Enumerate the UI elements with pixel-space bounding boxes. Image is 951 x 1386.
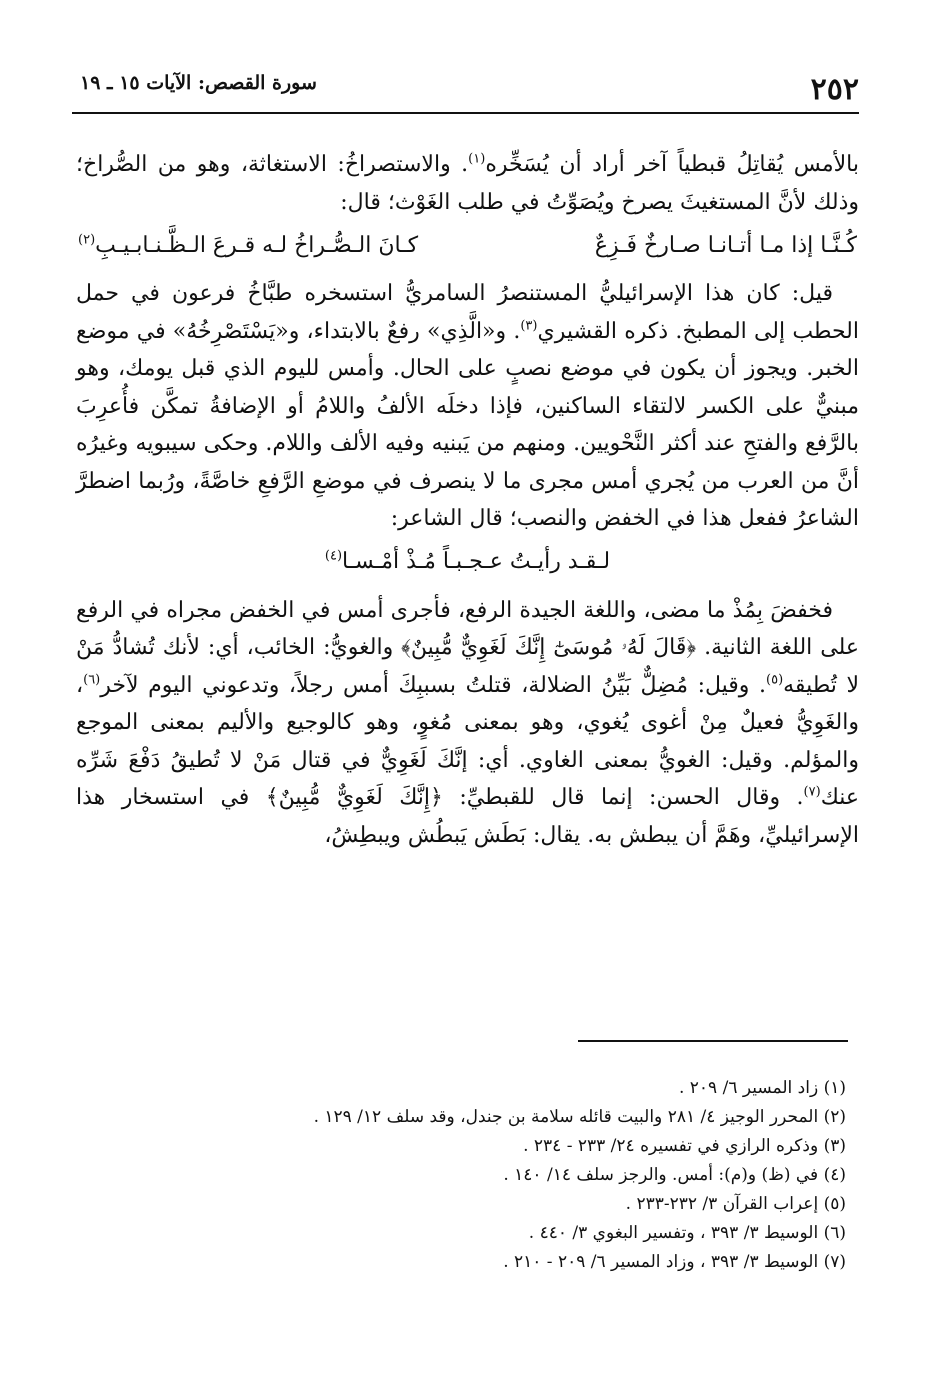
footnote: (١) زاد المسير ٦/ ٢٠٩ . <box>678 1078 846 1098</box>
paragraph-1-text: بالأمس يُقاتِلُ قبطياً آخر أراد أن يُسَخِّره <box>485 152 859 177</box>
footnote-ref-1: (١) <box>468 151 486 167</box>
footnote: (٦) الوسيط ٣/ ٣٩٣ ، وتفسير البغوي ٣/ ٤٤٠ . <box>528 1223 846 1243</box>
paragraph-3 <box>76 592 859 855</box>
running-title: سورة القصص: الآيات ١٥ ـ ١٩ <box>80 72 317 94</box>
paragraph-3-text-d: . وقال الحسن: إنما قال للقبطيِّ: ﴿إِنَّكَ لَغَوِيٌّ مُّبِينٌ﴾ في استسخار هذا الإسرائيليِّ، وهَمَّ أن يبطش به. يقال: بَطَش يَبطُش ويبطِشُ، <box>76 785 859 848</box>
footnote: (٥) إعراب القرآن ٣/ ٢٣٢-٢٣٣ . <box>625 1194 846 1214</box>
footnote: (٧) الوسيط ٣/ ٣٩٣ ، وزاد المسير ٦/ ٢٠٩ - ٢١٠ . <box>503 1252 846 1272</box>
main-text <box>76 146 859 854</box>
paragraph-1 <box>76 146 859 221</box>
verse-1-second-text: كـانَ الـصُّـراخُ لـه قـرعَ الـظَّـنـابـيـبِ <box>95 233 419 258</box>
paragraph-3-text-b: . وقيل: مُضِلٌّ بَيِّنُ الضلالة، قتلتُ بسببِكَ أمس رجلاً، وتدعوني اليوم لآخر <box>100 672 766 698</box>
paragraph-2-text: قيل: كان هذا الإسرائيليُّ المستنصرُ السامريُّ استسخره طبَّاخُ فرعون في حمل الحطب إلى المطبخ. ذكره القشيري <box>76 281 859 344</box>
footnote-ref-6: (٦) <box>83 672 101 688</box>
paragraph-1-text-b: . والاستصراخُ: الاستغاثة، وهو من الصُّراخ؛ وذلك لأنَّ المستغيثَ يصرخ ويُصَوِّتُ في طلب الغَوْث؛ قال: <box>76 152 859 215</box>
footnote-ref-3: (٣) <box>520 318 538 334</box>
verse-1-first-hemistich: كُـنَّـا إذا مـا أتـانـا صـارخٌ فَـزِعٌ <box>594 233 857 258</box>
footnote-ref-5: (٥) <box>766 672 784 688</box>
footnote: (٢) المحرر الوجيز ٤/ ٢٨١ والبيت قائله سلامة بن جندل، وقد سلف ١٢/ ١٢٩ . <box>313 1107 846 1127</box>
paragraph-3-text-c: ، والغَوِيُّ فعيلٌ مِنْ أغوى يُغوي، وهو بمعنى مُغوٍ، وهو كالوجيع والأليم بمعنى الموجع والمؤلم. وقيل: الغويُّ بمعنى الغاوي. أي: إنَّكَ لَغَوِيٌّ في قتال مَنْ لا تُطيقُ دَفْعَ شَرِّه عنك <box>76 672 859 810</box>
poetry-verse-2 <box>76 538 859 592</box>
page-number: ٢٥٢ <box>810 72 859 107</box>
footnote-ref-7: (٧) <box>803 784 821 800</box>
verse-1-second-hemistich <box>78 221 418 275</box>
footnote-separator <box>578 1040 848 1042</box>
footnote-ref-4: (٤) <box>324 548 343 564</box>
footnote: (٤) في (ظ) و(م): أمس. والرجز سلف ١٤/ ١٤٠ . <box>503 1165 846 1185</box>
poetry-verse-1 <box>76 221 859 275</box>
header-rule <box>72 112 859 114</box>
verse-2-text: لـقـد رأيـتُ عـجـبـاً مُـذْ أمْـسـا <box>342 548 611 574</box>
paragraph-3-text: فخفضَ بِمُذْ ما مضى، واللغة الجيدة الرفع، فأجرى أمس في الخفض مجراه في الرفع على اللغة الثانية. ﴿قَالَ لَهُۥ مُوسَىٰٓ إِنَّكَ لَغَوِيٌّ مُّبِينٌ﴾ والغويُّ: الخائب، أي: لأنك تُشادُّ مَنْ لا تُطيقه <box>76 597 859 698</box>
paragraph-2-text-b: . و«الَّذِي» رفعٌ بالابتداء، و«يَسْتَصْرِخُهُ» في موضع الخبر. ويجوز أن يكون في موضع نصبٍ على الحال. وأمس لليوم الذي قبل يومك، وهو مبنيٌّ على الكسر لالتقاء الساكنين، فإذا دخلَه الألفُ واللامُ أو الإضافةُ تمكَّن فأُعرِبَ بالرَّفع والفتحِ عند أكثر النَّحْويين. ومنهم من يَبنيه وفيه الألف واللام. وحكى سيبويه وغيرُه أنَّ من العرب من يُجري أمس مجرى ما لا ينصرف في موضعِ الرَّفعِ خاصَّةً، ورُبما اضطرَّ الشاعرُ ففعل هذا في الخفض والنصب؛ قال الشاعر: <box>76 318 859 531</box>
footnotes <box>76 1074 846 1277</box>
paragraph-2 <box>76 275 859 538</box>
page-header <box>72 70 859 114</box>
footnote: (٣) وذكره الرازي في تفسيره ٢٤/ ٢٣٣ - ٢٣٤ . <box>523 1136 846 1156</box>
footnote-ref-2: (٢) <box>78 232 96 248</box>
